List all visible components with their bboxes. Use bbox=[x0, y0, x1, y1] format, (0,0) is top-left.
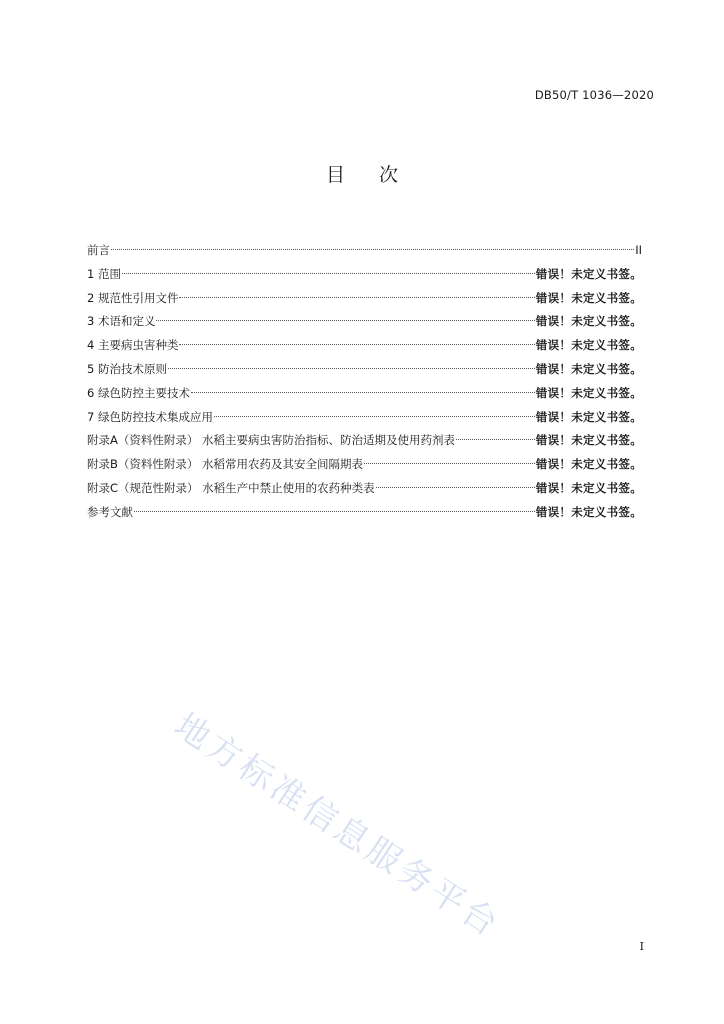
toc-entry[interactable] bbox=[87, 501, 642, 525]
toc-dot-leader bbox=[122, 273, 535, 274]
toc-entry[interactable] bbox=[87, 453, 642, 477]
toc-entry-label: 3 术语和定义 bbox=[87, 314, 156, 329]
toc-entry-label: 2 规范性引用文件 bbox=[87, 290, 179, 305]
table-of-contents bbox=[87, 239, 642, 525]
toc-entry-label: 附录C（规范性附录） 水稻生产中禁止使用的农药种类表 bbox=[87, 480, 375, 495]
toc-entry-page: 错误！未定义书签。 bbox=[535, 409, 642, 424]
toc-entry-page: 错误！未定义书签。 bbox=[535, 314, 642, 329]
toc-dot-leader bbox=[111, 249, 634, 250]
toc-dot-leader bbox=[134, 511, 535, 512]
toc-entry[interactable] bbox=[87, 263, 642, 287]
toc-dot-leader bbox=[179, 344, 534, 345]
toc-dot-leader bbox=[456, 439, 535, 440]
toc-entry-label: 7 绿色防控技术集成应用 bbox=[87, 409, 213, 424]
toc-dot-leader bbox=[364, 463, 535, 464]
toc-entry-label: 1 范围 bbox=[87, 266, 121, 281]
toc-entry-label: 6 绿色防控主要技术 bbox=[87, 385, 190, 400]
toc-entry-label: 5 防治技术原则 bbox=[87, 361, 167, 376]
toc-dot-leader bbox=[376, 487, 535, 488]
toc-entry-label: 附录B（资料性附录） 水稻常用农药及其安全间隔期表 bbox=[87, 457, 364, 472]
page-title bbox=[0, 160, 724, 187]
toc-dot-leader bbox=[156, 320, 534, 321]
page-number: I bbox=[639, 940, 644, 953]
toc-entry-page: 错误！未定义书签。 bbox=[535, 290, 642, 305]
toc-entry-page: 错误！未定义书签。 bbox=[535, 338, 642, 353]
toc-entry[interactable] bbox=[87, 287, 642, 311]
toc-entry-page: 错误！未定义书签。 bbox=[535, 480, 642, 495]
document-code: DB50/T 1036—2020 bbox=[534, 88, 654, 102]
toc-entry[interactable] bbox=[87, 406, 642, 430]
toc-entry[interactable] bbox=[87, 477, 642, 501]
toc-entry[interactable] bbox=[87, 334, 642, 358]
toc-entry[interactable] bbox=[87, 310, 642, 334]
toc-entry[interactable] bbox=[87, 239, 642, 263]
page-title-char-2: 次 bbox=[379, 164, 399, 186]
toc-entry-label: 4 主要病虫害种类 bbox=[87, 338, 179, 353]
toc-entry-page: 错误！未定义书签。 bbox=[535, 457, 642, 472]
toc-entry-label: 前言 bbox=[87, 243, 110, 257]
toc-entry-page: 错误！未定义书签。 bbox=[535, 504, 642, 519]
toc-entry-page: 错误！未定义书签。 bbox=[535, 266, 642, 281]
toc-entry-page: II bbox=[635, 243, 642, 257]
page-title-char-1: 目 bbox=[325, 164, 345, 186]
toc-entry-label: 参考文献 bbox=[87, 504, 133, 519]
toc-entry-page: 错误！未定义书签。 bbox=[535, 361, 642, 376]
toc-dot-leader bbox=[168, 368, 535, 369]
toc-entry-page: 错误！未定义书签。 bbox=[535, 385, 642, 400]
toc-entry[interactable] bbox=[87, 429, 642, 453]
toc-entry[interactable] bbox=[87, 358, 642, 382]
toc-dot-leader bbox=[179, 297, 534, 298]
toc-dot-leader bbox=[191, 392, 535, 393]
toc-entry-label: 附录A（资料性附录） 水稻主要病虫害防治指标、防治适期及使用药剂表 bbox=[87, 433, 456, 448]
toc-dot-leader bbox=[214, 416, 535, 417]
watermark: 地方标准信息服务平台 bbox=[167, 705, 508, 947]
toc-entry[interactable] bbox=[87, 382, 642, 406]
toc-entry-page: 错误！未定义书签。 bbox=[535, 433, 642, 448]
